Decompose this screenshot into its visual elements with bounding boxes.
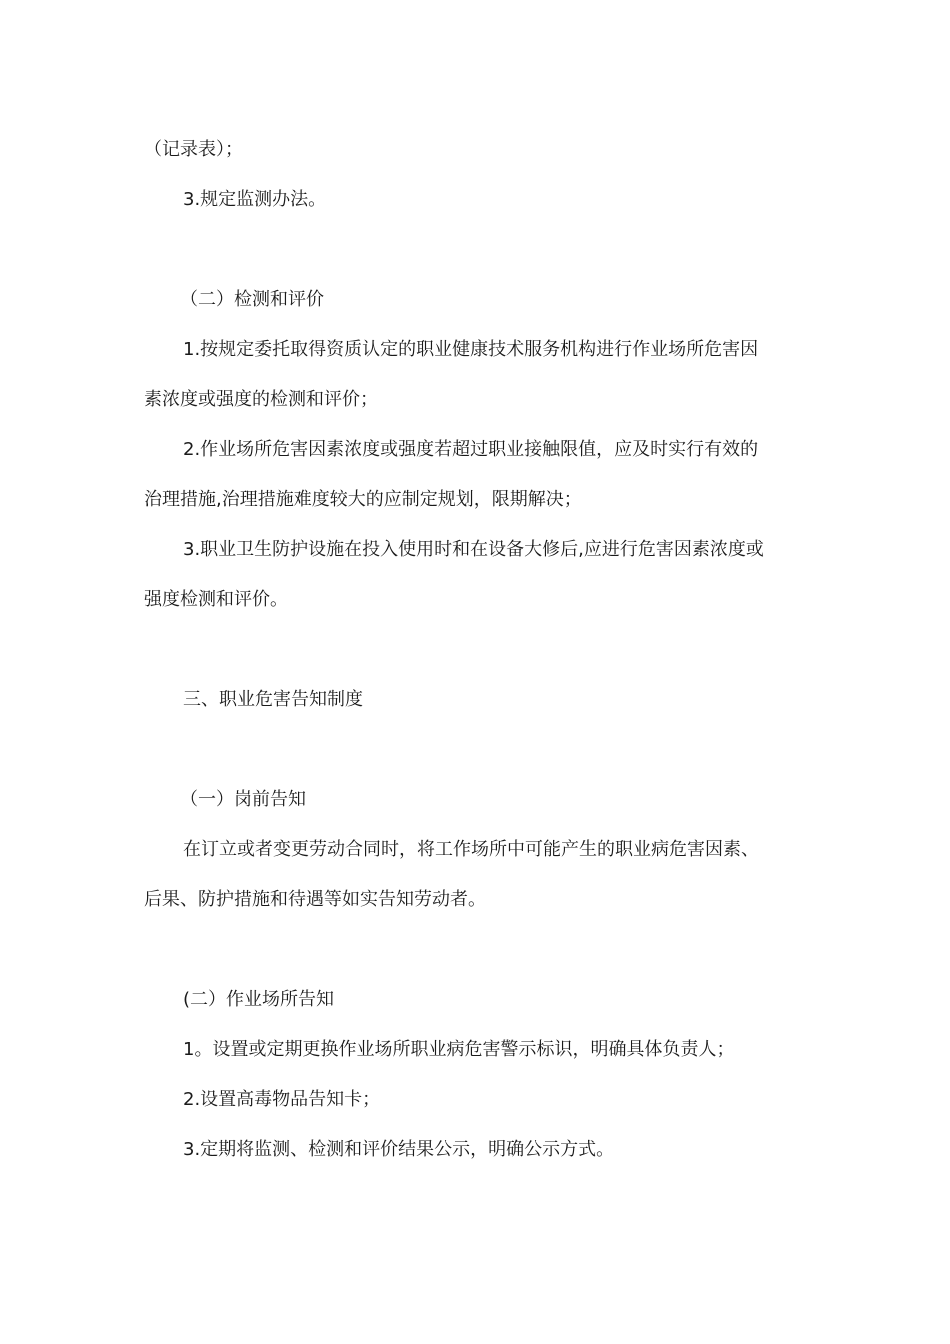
text-line-toxic-notice-card: 2.设置高毒物品告知卡； xyxy=(183,1089,381,1110)
section-heading-inspection-evaluation: （二）检测和评价 xyxy=(180,289,324,310)
text-line-item-3: 3.职业卫生防护设施在投入使用时和在设备大修后,应进行危害因素浓度或 xyxy=(183,539,764,560)
text-line-contract-notice-cont: 后果、防护措施和待遇等如实告知劳动者。 xyxy=(144,889,486,910)
text-line-contract-notice: 在订立或者变更劳动合同时，将工作场所中可能产生的职业病危害因素、 xyxy=(183,839,759,860)
subsection-heading-workplace-notice: (二）作业场所告知 xyxy=(183,989,335,1010)
section-heading-hazard-notification: 三、职业危害告知制度 xyxy=(183,689,363,710)
text-line-item-3-cont: 强度检测和评价。 xyxy=(144,589,288,610)
text-line-item-2-cont: 治理措施,治理措施难度较大的应制定规划，限期解决； xyxy=(144,489,582,510)
text-line-item-1: 1.按规定委托取得资质认定的职业健康技术服务机构进行作业场所危害因 xyxy=(183,339,759,360)
text-line-item-2: 2.作业场所危害因素浓度或强度若超过职业接触限值，应及时实行有效的 xyxy=(183,439,759,460)
text-line-item-1-cont: 素浓度或强度的检测和评价； xyxy=(144,389,378,410)
text-line-publish-results: 3.定期将监测、检测和评价结果公示，明确公示方式。 xyxy=(183,1139,615,1160)
text-line-record-table: （记录表）； xyxy=(144,139,243,160)
text-line-monitoring-method: 3.规定监测办法。 xyxy=(183,189,327,210)
text-line-warning-signs: 1。设置或定期更换作业场所职业病危害警示标识，明确具体负责人； xyxy=(183,1039,735,1060)
subsection-heading-pre-job-notice: （一）岗前告知 xyxy=(180,789,306,810)
